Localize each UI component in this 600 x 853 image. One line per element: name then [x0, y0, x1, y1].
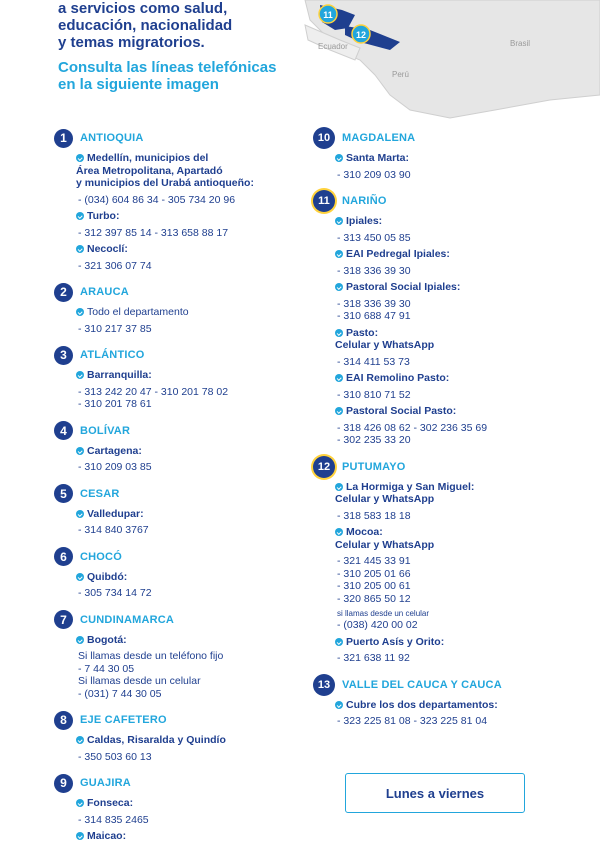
- phone-number: - 313 450 05 85: [337, 231, 411, 244]
- map-label-peru: Perú: [392, 70, 409, 79]
- region-number-badge: 4: [54, 421, 73, 440]
- phone-number: - 310 217 37 85: [78, 322, 152, 335]
- location-text: Cartagena:: [87, 444, 142, 457]
- location-text: Quibdó:: [87, 570, 128, 583]
- location-text: Celular y WhatsApp: [335, 538, 435, 551]
- location-pin-icon: [335, 250, 343, 258]
- region-header: [54, 547, 294, 567]
- location-text: Mocoa:: [346, 526, 383, 538]
- location-label: [335, 248, 600, 261]
- region-header: [54, 710, 294, 730]
- location-pin-icon: [76, 799, 84, 807]
- location-text: y municipios del Urabá antioqueño:: [76, 177, 254, 189]
- hours-box: [345, 773, 525, 813]
- phone-number: - 313 242 20 47 - 310 201 78 02: [78, 385, 229, 398]
- intro-line: educación, nacionalidad: [58, 17, 233, 34]
- phone-number: - (034) 604 86 34 - 305 734 20 96: [78, 193, 236, 206]
- phone-number: - 310 205 01 66: [337, 567, 411, 580]
- region-name: GUAJIRA: [80, 777, 131, 789]
- phone-number: - 321 638 11 92: [337, 652, 410, 664]
- location-text: Pasto:: [346, 326, 379, 339]
- location-label: [335, 215, 600, 228]
- region-name: NARIÑO: [342, 195, 387, 207]
- region-contacts: [76, 797, 294, 843]
- phone-number: - 314 411 53 73: [337, 355, 410, 368]
- right-column: [313, 128, 600, 738]
- location-label: [335, 493, 600, 506]
- region-number-badge: 13: [313, 674, 335, 696]
- region-contacts: [76, 634, 294, 701]
- region-name: CUNDINAMARCA: [80, 613, 175, 626]
- location-pin-icon: [76, 212, 84, 220]
- region-contacts: [76, 734, 294, 763]
- location-label: [76, 210, 294, 223]
- region-name: MAGDALENA: [342, 132, 416, 144]
- region-contacts: [76, 508, 294, 537]
- region-contacts: [335, 215, 600, 447]
- region-contacts: [76, 571, 294, 600]
- location-pin-icon: [76, 510, 84, 518]
- location-text: Medellín, municipios del: [87, 152, 209, 164]
- phone-number: - 321 445 33 91: [337, 555, 411, 567]
- region-name: VALLE DEL CAUCA Y CAUCA: [342, 678, 502, 691]
- phone-number: - 310 688 47 91: [337, 310, 411, 322]
- location-pin-icon: [76, 573, 84, 581]
- region-name: ATLÁNTICO: [80, 349, 145, 361]
- region-section: [313, 128, 600, 181]
- location-text: EAI Pedregal Ipiales:: [346, 248, 450, 260]
- region-header: [54, 773, 294, 793]
- location-label: [76, 797, 294, 810]
- location-pin-icon: [335, 154, 343, 162]
- cta-line: Consulta las líneas telefónicas: [58, 59, 277, 76]
- map-label-ecuador: Ecuador: [318, 42, 348, 51]
- location-label: [335, 539, 600, 552]
- location-text: Turbo:: [87, 210, 120, 222]
- location-pin-icon: [335, 283, 343, 291]
- region-number-badge: 1: [54, 129, 73, 148]
- location-label: [335, 327, 600, 340]
- location-label: [76, 634, 294, 647]
- region-name: EJE CAFETERO: [80, 714, 167, 726]
- location-label: [335, 526, 600, 539]
- location-text: Caldas, Risaralda y Quindío: [87, 734, 226, 746]
- location-pin-icon: [335, 638, 343, 646]
- phone-number: - 318 336 39 30: [337, 297, 411, 310]
- region-header: [54, 484, 294, 504]
- phone-number: Si llamas desde un teléfono fijo: [78, 650, 224, 662]
- location-text: EAI Remolino Pasto:: [346, 372, 450, 384]
- location-label: [76, 830, 294, 843]
- region-section: [54, 484, 294, 537]
- location-text: Maicao:: [87, 830, 127, 842]
- region-header: [54, 282, 294, 302]
- phone-number: - 310 209 03 90: [337, 168, 411, 181]
- phone-number: Si llamas desde un celular: [78, 675, 201, 687]
- left-column: [54, 128, 294, 853]
- location-text: Barranquilla:: [87, 369, 152, 381]
- location-pin-icon: [335, 329, 343, 337]
- region-section: [313, 191, 600, 447]
- location-text: Todo el departamento: [87, 306, 189, 318]
- phone-number: - 310 209 03 85: [78, 461, 152, 473]
- region-number-badge: 9: [54, 774, 73, 793]
- region-contacts: [76, 369, 294, 411]
- region-header: [54, 610, 294, 630]
- region-contacts: [76, 306, 294, 335]
- region-name: CHOCÓ: [80, 550, 122, 563]
- location-text: Puerto Asís y Orito:: [346, 635, 445, 648]
- location-text: Bogotá:: [87, 633, 127, 646]
- phone-number: - 310 201 78 61: [78, 398, 152, 410]
- location-text: Valledupar:: [87, 507, 144, 520]
- phone-number: - 318 426 08 62 - 302 236 35 69: [337, 421, 488, 434]
- location-text: Celular y WhatsApp: [335, 493, 435, 505]
- location-label: [76, 306, 294, 319]
- region-name: BOLÍVAR: [80, 424, 131, 437]
- location-text: La Hormiga y San Miguel:: [346, 480, 475, 493]
- location-label: [76, 734, 294, 747]
- region-section: [54, 773, 294, 843]
- region-name: CESAR: [80, 487, 120, 500]
- location-label: [335, 152, 600, 165]
- phone-number: - 7 44 30 05: [78, 662, 135, 675]
- phone-number: - (038) 420 00 02: [337, 619, 418, 631]
- phone-note: si llamas desde un celular: [337, 609, 430, 618]
- location-pin-icon: [76, 154, 84, 162]
- location-text: Pastoral Social Ipiales:: [346, 281, 461, 293]
- location-pin-icon: [335, 528, 343, 536]
- region-contacts: [335, 152, 600, 181]
- location-text: Ipiales:: [346, 215, 383, 227]
- location-label: [76, 369, 294, 382]
- cta-text: [58, 59, 318, 93]
- region-number-badge: 3: [54, 346, 73, 365]
- region-name: ANTIOQUIA: [80, 132, 144, 144]
- map-badge-11-label: 11: [323, 10, 333, 20]
- region-contacts: [335, 481, 600, 665]
- location-text: Área Metropolitana, Apartadó: [76, 164, 223, 177]
- region-number-badge: 7: [54, 610, 73, 629]
- location-label: [76, 165, 294, 178]
- region-section: [54, 547, 294, 600]
- phone-number: - 302 235 33 20: [337, 434, 411, 446]
- location-text: Necoclí:: [87, 243, 128, 255]
- location-text: Celular y WhatsApp: [335, 339, 435, 351]
- region-section: [313, 675, 600, 728]
- cta-line: en la siguiente imagen: [58, 76, 219, 93]
- location-pin-icon: [76, 832, 84, 840]
- phone-number: - 320 865 50 12: [337, 592, 411, 605]
- location-text: Pastoral Social Pasto:: [346, 405, 457, 417]
- location-label: [76, 177, 294, 190]
- phone-number: - 321 306 07 74: [78, 259, 152, 272]
- intro-text: [58, 0, 318, 93]
- phone-number: - (031) 7 44 30 05: [78, 687, 162, 700]
- phone-number: - 310 810 71 52: [337, 388, 411, 401]
- location-label: [335, 636, 600, 649]
- location-label: [335, 372, 600, 385]
- phone-number: - 314 835 2465: [78, 813, 149, 826]
- map-label-brasil: Brasil: [510, 39, 531, 48]
- location-label: [76, 152, 294, 165]
- location-text: Santa Marta:: [346, 152, 410, 164]
- phone-number: - 312 397 85 14 - 313 658 88 17: [78, 226, 229, 239]
- phone-number: - 323 225 81 08 - 323 225 81 04: [337, 715, 488, 727]
- location-label: [335, 281, 600, 294]
- region-header: [313, 128, 600, 148]
- location-pin-icon: [335, 483, 343, 491]
- location-pin-icon: [335, 701, 343, 709]
- location-pin-icon: [76, 308, 84, 316]
- region-header: [54, 421, 294, 441]
- location-pin-icon: [76, 736, 84, 744]
- region-number-badge: 8: [54, 711, 73, 730]
- intro-line: a servicios como salud,: [58, 0, 228, 17]
- region-number-badge: 2: [54, 283, 73, 302]
- location-label: [76, 571, 294, 584]
- location-text: Fonseca:: [87, 797, 134, 809]
- region-number-badge: 11: [313, 190, 335, 212]
- region-section: [54, 345, 294, 411]
- region-number-badge: 12: [313, 456, 335, 478]
- region-name: ARAUCA: [80, 286, 129, 298]
- region-contacts: [76, 152, 294, 272]
- phone-number: - 314 840 3767: [78, 524, 149, 536]
- phone-number: - 305 734 14 72: [78, 587, 152, 599]
- region-header: [54, 128, 294, 148]
- location-label: [335, 481, 600, 494]
- region-section: [54, 610, 294, 701]
- phone-number: - 350 503 60 13: [78, 750, 152, 763]
- region-number-badge: 5: [54, 484, 73, 503]
- region-name: PUTUMAYO: [342, 460, 406, 473]
- location-pin-icon: [335, 407, 343, 415]
- location-text: Cubre los dos departamentos:: [346, 698, 498, 711]
- phone-number: - 310 205 00 61: [337, 580, 411, 592]
- region-header: [313, 191, 600, 211]
- region-section: [54, 421, 294, 474]
- intro-line: y temas migratorios.: [58, 34, 205, 51]
- location-pin-icon: [76, 447, 84, 455]
- region-section: [54, 128, 294, 272]
- phone-number: - 318 583 18 18: [337, 509, 411, 522]
- hours-label: Lunes a viernes: [385, 786, 485, 801]
- region-section: [54, 282, 294, 335]
- location-label: [76, 243, 294, 256]
- location-label: [76, 508, 294, 521]
- region-number-badge: 6: [54, 547, 73, 566]
- region-header: [54, 345, 294, 365]
- location-pin-icon: [335, 217, 343, 225]
- phone-number: - 318 336 39 30: [337, 264, 411, 277]
- colombia-map: [300, 0, 600, 125]
- location-pin-icon: [76, 636, 84, 644]
- location-label: [335, 339, 600, 352]
- region-section: [313, 457, 600, 665]
- region-number-badge: 10: [313, 127, 335, 149]
- location-pin-icon: [335, 374, 343, 382]
- region-header: [313, 675, 600, 695]
- region-contacts: [76, 445, 294, 474]
- map-badge-12-label: 12: [355, 30, 367, 40]
- location-label: [335, 699, 600, 712]
- region-section: [54, 710, 294, 763]
- region-contacts: [335, 699, 600, 728]
- location-label: [76, 445, 294, 458]
- region-header: [313, 457, 600, 477]
- location-pin-icon: [76, 371, 84, 379]
- location-pin-icon: [76, 245, 84, 253]
- location-label: [335, 405, 600, 418]
